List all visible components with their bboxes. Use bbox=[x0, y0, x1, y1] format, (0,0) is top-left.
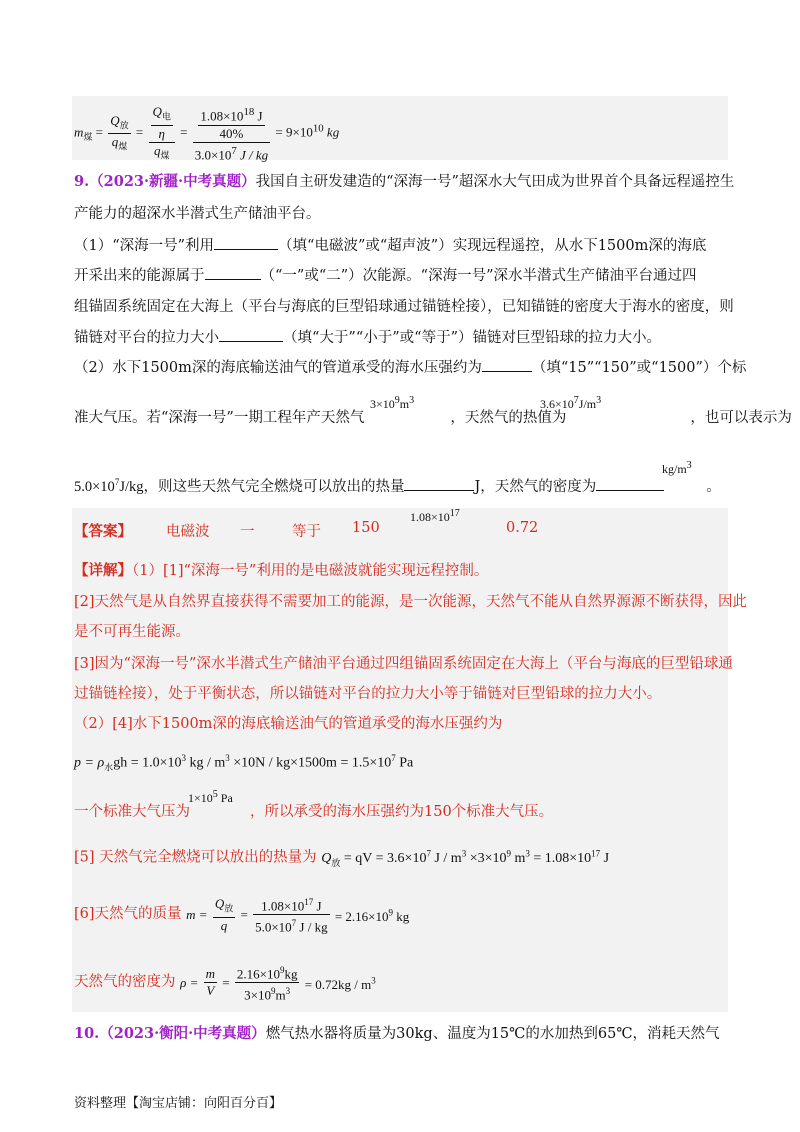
blank-2 bbox=[205, 278, 261, 280]
q9-line-9: $5.0\times 10^7J/kg$，则这些天然气完全燃烧可以放出的热量 J，天然气的密度为 。 bbox=[74, 477, 721, 495]
q10-source: （2023·衡阳·中考真题） bbox=[99, 1025, 266, 1042]
blank-6 bbox=[596, 489, 664, 491]
q9-line-7: （2）水下1500m深的海底输送油气的管道承受的海水压强约为 （填“15”“150”或“1500”）个标 bbox=[74, 360, 747, 376]
density-equation: ρ = $\frac{m}{V}$ = $\frac{2.16\times 10^9kg}{3\times 10^9m^3}$ = $0.72kg / m^3$ bbox=[180, 974, 376, 989]
coal-mass-formula: $m_煤$ = $\frac{Q_放}{q_煤}$ = $\frac{\frac{Q_电}{\eta}}{q_煤}$ = $\frac{\frac{1.08\times 10^{18} J}{40\%}}{3.0\times 10^7 J / kg}$ = $9\times 10^{10}$ kg bbox=[74, 104, 340, 162]
detail-label: 【详解】 bbox=[74, 562, 132, 579]
detail-line-5: 过锚链栓接），处于平衡状态，所以锚链对平台的拉力大小等于锚链对巨型铅球的拉力大小。 bbox=[74, 686, 662, 702]
footer-note: 资料整理【淘宝店铺：向阳百分百】 bbox=[74, 1096, 283, 1111]
density-unit: $kg/m^3$ bbox=[662, 460, 692, 476]
q9-line-3: （1）“深海一号”利用 （填“电磁波”或“超声波”）实现远程遥控，从水下1500m深的海底 bbox=[74, 238, 707, 254]
detail-line-7: 一个标准大气压为 ，所以承受的海水压强约为150个标准大气压。 bbox=[74, 804, 554, 820]
answer-label: 【答案】 bbox=[74, 523, 132, 540]
q9-line-2: 产能力的超深水半潜式生产储油平台。 bbox=[74, 206, 321, 222]
mass-equation: m = $\frac{Q_放}{q}$ = $\frac{1.08\times 10^{17} J}{5.0\times 10^7 J / kg}$ = $2.16\times 10^9$ kg bbox=[186, 906, 409, 921]
blank-4 bbox=[482, 370, 532, 372]
answer-3: 等于 bbox=[292, 524, 321, 540]
pressure-equation: $p = \rho_水gh = 1.0\times 10^3$ kg / $m^3 \times 10N / kg\times 1500m = 1.5\times 10^7$ Pa bbox=[74, 753, 414, 773]
alt-heat-value: $5.0\times 10^7J/kg$ bbox=[74, 477, 144, 495]
heat-equation: $Q_放$ = qV = $3.6\times 10^7$ $J / m^3 \times 3\times 10^9$ $m^3 = 1.08\times 10^{17}$ J bbox=[321, 848, 610, 868]
detail-line-3: 是不可再生能源。 bbox=[74, 624, 190, 640]
detail-line-9: [6]天然气的质量 m = $\frac{Q_放}{q}$ = $\frac{1.08\times 10^{17} J}{5.0\times 10^7 J / kg}$ = $2.16\times 10^9$ kg bbox=[74, 894, 409, 936]
answer-2: 一 bbox=[240, 524, 255, 540]
standard-atm: $1\times 10^5$ Pa bbox=[188, 789, 233, 805]
detail-line-2: [2]天然气是从自然界直接获得不需要加工的能源，是一次能源，天然气不能从自然界源源不断获得，因此 bbox=[74, 594, 748, 610]
q10-number: 10. bbox=[74, 1025, 100, 1042]
detail-line-1: 【详解】（1）[1]“深海一号”利用的是电磁波就能实现远程控制。 bbox=[74, 562, 489, 579]
answer-6: 0.72 bbox=[506, 520, 539, 536]
blank-1 bbox=[214, 248, 278, 250]
q9-line-8: 准大气压。若“深海一号”一期工程年产天然气 ，天然气的热值为 ，也可以表示为 bbox=[74, 410, 792, 426]
answer-5: $1.08\times 10^{17}$ bbox=[410, 508, 460, 524]
q9-line-6: 锚链对平台的拉力大小 （填“大于”“小于”或“等于”）锚链对巨型铅球的拉力大小。 bbox=[74, 330, 661, 346]
q9-number: 9. bbox=[74, 173, 90, 190]
blank-5 bbox=[404, 489, 474, 491]
heat-value: $3.6\times 10^7J/m^3$ bbox=[540, 395, 602, 411]
answer-4: 150 bbox=[352, 520, 380, 536]
q9-source: （2023·新疆·中考真题） bbox=[89, 173, 256, 190]
q9-line-4: 开采出来的能源属于 （“一”或“二”）次能源。“深海一号”深水半潜式生产储油平台通过四 bbox=[74, 268, 697, 284]
q9-line-1: 9.（2023·新疆·中考真题）我国自主研发建造的“深海一号”超深水大气田成为世界首个具备远程遥控生 bbox=[74, 173, 735, 190]
blank-3 bbox=[219, 340, 283, 342]
detail-line-4: [3]因为“深海一号”深水半潜式生产储油平台通过四组锚固系统固定在大海上（平台与海底的巨型铅球通 bbox=[74, 656, 733, 672]
detail-line-10: 天然气的密度为 ρ = $\frac{m}{V}$ = $\frac{2.16\times 10^9kg}{3\times 10^9m^3}$ = $0.72kg / m^3$ bbox=[74, 962, 376, 1004]
answer-1: 电磁波 bbox=[166, 524, 210, 540]
q10-line-1: 10.（2023·衡阳·中考真题）燃气热水器将质量为30kg、温度为15℃的水加热到65℃，消耗天然气 bbox=[74, 1025, 720, 1042]
gas-volume-value: $3\times 10^9m^3$ bbox=[370, 395, 415, 411]
q9-line-5: 组锚固系统固定在大海上（平台与海底的巨型铅球通过锚链栓接），已知锚链的密度大于海水的密度，则 bbox=[74, 299, 734, 315]
detail-line-6: （2）[4]水下1500m深的海底输送油气的管道承受的海水压强约为 bbox=[74, 716, 503, 732]
detail-line-8: [5] 天然气完全燃烧可以放出的热量为 $Q_放$ = qV = $3.6\times 10^7$ $J / m^3 \times 3\times 10^9$ $m^3 = 1.08\times 10^{17}$ J bbox=[74, 848, 610, 868]
